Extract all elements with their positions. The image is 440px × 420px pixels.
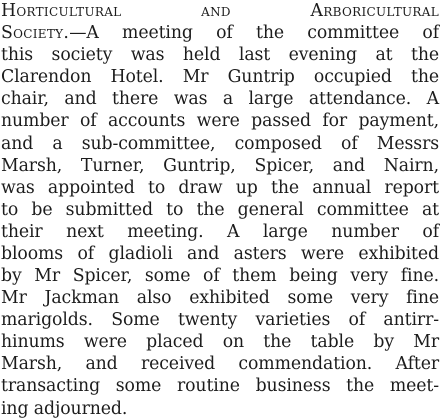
article-line: blooms of gladioli and asters were exhibited: [1, 243, 439, 264]
article-line: by Mr Spicer, some of them being very fine.: [1, 266, 439, 287]
society-smallcaps: Society.: [1, 23, 70, 44]
article-line: was appointed to draw up the annual report: [1, 177, 439, 198]
line-2-rest: —A meeting of the committee of: [69, 23, 439, 44]
article-line: to be submitted to the general committee at: [1, 199, 439, 220]
article-heading: Horticultural and Arboricultural: [1, 1, 439, 21]
article-line: number of accounts were passed for payment,: [1, 111, 439, 132]
article-line: transacting some routine business the meet-: [1, 376, 439, 397]
article-line: this society was held last evening at the: [1, 45, 439, 66]
article-line: and a sub-committee, composed of Messrs: [1, 133, 439, 154]
article-last-line: ing adjourned.: [1, 398, 128, 419]
article-line: Marsh, and received commendation. After: [1, 354, 439, 375]
article-line: marigolds. Some twenty varieties of antirr-: [1, 310, 439, 331]
article-line: Marsh, Turner, Guntrip, Spicer, and Nairn,: [1, 155, 439, 176]
article-line: chair, and there was a large attendance. A: [1, 89, 439, 110]
article-line: their next meeting. A large number of: [1, 221, 439, 242]
article-line: hinums were placed on the table by Mr: [1, 332, 439, 353]
article-line: Mr Jackman also exhibited some very fine: [1, 288, 439, 309]
article-line: Clarendon Hotel. Mr Guntrip occupied the: [1, 67, 439, 88]
article-line-2: [1, 22, 439, 44]
